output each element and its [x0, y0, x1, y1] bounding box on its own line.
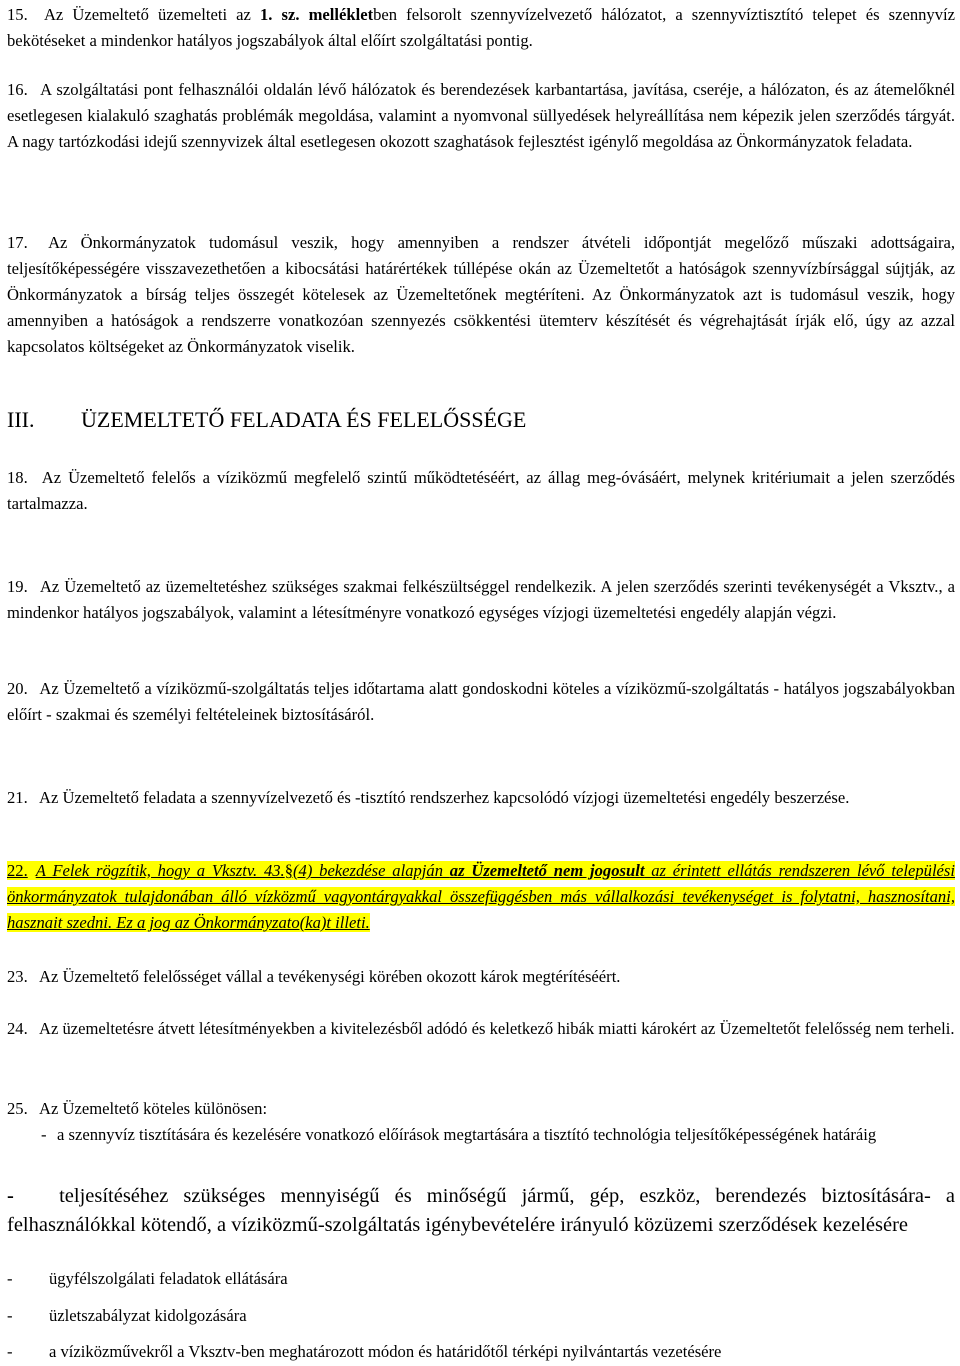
paragraph-20 [7, 676, 955, 728]
list-dash: - [7, 1342, 13, 1361]
paragraph-text: Az Üzemeltető köteles különösen: [38, 1099, 268, 1118]
list-item [7, 1266, 955, 1292]
list-dash: - [7, 1269, 13, 1288]
highlighted-passage [7, 861, 955, 932]
paragraph-text: Az Üzemeltető az üzemeltetéshez szükséges szakmai felkészültséggel rendelkezik. A jelen szerződés szerinti tevékenységét a Vksztv., a mindenkor hatályos jogszabályok, valamint a létesítményre vonatkozó egységes vízjogi üzemeltetési engedély alapján végzi. [7, 577, 955, 622]
paragraph-text: A Felek rögzítik, hogy a Vksztv. 43. [35, 861, 285, 880]
paragraph-number: 17. [7, 233, 28, 252]
paragraph-number: 24. [7, 1019, 28, 1038]
list-dash: - [7, 1306, 13, 1325]
paragraph-number: 21. [7, 788, 28, 807]
paragraph-text: (4) bekezdése alapján [293, 861, 450, 880]
list-item-large [7, 1182, 955, 1240]
list-item-text: teljesítéséhez szükséges mennyiségű és minőségű jármű, gép, eszköz, berendezés biztosítására- a felhasználókkal kötendő, a víziközmű-szolgáltatás igénybevételére irányuló közüzemi szerződések kezelésére [7, 1185, 956, 1236]
paragraph-number: 15. [7, 5, 28, 24]
list-item [7, 1122, 955, 1148]
paragraph-number: 23. [7, 967, 28, 986]
paragraph-15 [7, 2, 955, 54]
list-item [7, 1339, 955, 1365]
paragraph-number: 20. [7, 679, 28, 698]
paragraph-text: Az Üzemeltető feladata a szennyvízelvezető és -tisztító rendszerhez kapcsolódó vízjogi üzemeltetési engedély beszerzése. [38, 788, 850, 807]
list-dash: - [41, 1125, 47, 1144]
list-item-text: a víziközművekről a Vksztv-ben meghatározott módon és határidőtől térképi nyilvántartás vezetésére [49, 1342, 722, 1361]
list-dash: - [7, 1185, 14, 1207]
paragraph-21 [7, 785, 955, 811]
section-title: ÜZEMELTETŐ FELADATA ÉS FELELŐSSÉGE [81, 407, 527, 432]
section-heading [7, 405, 955, 435]
paragraph-text: A szolgáltatási pont felhasználói oldalán lévő hálózatok és berendezések karbantartása, javítása, cseréje, a hálózaton, és az átemelőknél esetlegesen kialakuló szaghatás problémák megoldása, valamint a nyomvonal süllyedések helyreállítása nem képezik jelen szerződés tárgyát. A nagy tartózkodási idejű szennyvizek által esetlegesen okozott szaghatások fejlesztést igénylő megoldása az Önkormányzatok feladata. [7, 80, 956, 151]
paragraph-16 [7, 77, 955, 155]
paragraph-number: 19. [7, 577, 28, 596]
list-item-text: üzletszabályzat kidolgozására [49, 1306, 247, 1325]
paragraph-22 [7, 858, 955, 936]
section-number: III. [7, 407, 35, 432]
paragraph-19 [7, 574, 955, 626]
list-item-text: ügyfélszolgálati feladatok ellátására [49, 1269, 288, 1288]
paragraph-text: Az Önkormányzatok tudomásul veszik, hogy amennyiben a rendszer átvételi időpontját megelőző műszaki adottságaira, teljesítőképességére visszavezethetően a kibocsátási határértékek túllépése okán az Üzemeltetőt a hatóságok szennyvízbírsággal sújtják, az Önkormányzatok a bírság teljes összegét kötelesek az Üzemeltetőnek megtéríteni. Az Önkormányzatok azt is tudomásul veszik, hogy amennyiben a hatóságok a rendszerre vonatkozóan szennyezés csökkentési ütemterv készítését és végrehajtását írják elő, úgy az azzal kapcsolatos költségeket az Önkormányzatok viselik. [7, 233, 955, 356]
paragraph-number: 22. [7, 861, 28, 880]
list-item [7, 1303, 955, 1329]
paragraph-24 [7, 1016, 955, 1042]
paragraph-text: az érintett ellátás rendszeren lévő települési önkormányzatok tulajdonában álló vízközmű vagyontárgyakkal összefüggésben más vállalkozási tevékenységet is folytatni, hasznosítani, hasznait szedni. Ez a jog az Önkormányzato(ka)t illeti. [7, 861, 955, 932]
paragraph-text: ben felsorolt szennyvízelvezető hálózatot, a szennyvíztisztító telepet és szennyvíz bekötéseket a mindenkor hatályos jogszabályok által előírt szolgáltatási pontig. [7, 5, 956, 50]
paragraph-25 [7, 1096, 955, 1148]
paragraph-text: Az Üzemeltető a víziközmű-szolgáltatás teljes időtartama alatt gondoskodni köteles a víziközmű-szolgáltatás - hatályos jogszabályokban előírt - szakmai és személyi feltételeinek biztosításáról. [7, 679, 955, 724]
paragraph-23 [7, 964, 955, 990]
paragraph-number: 18. [7, 468, 28, 487]
paragraph-18 [7, 465, 955, 517]
paragraph-bold-text: az Üzemeltető nem jogosult [449, 861, 645, 880]
paragraph-17 [7, 230, 955, 360]
section-sign: § [284, 861, 293, 880]
paragraph-text: Az Üzemeltető felelős a víziközmű megfelelő szintű működtetéséért, az állag meg-óvásáért, melynek kritériumait a jelen szerződés tartalmazza. [7, 468, 955, 513]
paragraph-text: Az Üzemeltető felelősséget vállal a tevékenységi körében okozott károk megtérítéséért. [38, 967, 621, 986]
paragraph-text: Az Üzemeltető üzemelteti az [43, 5, 260, 24]
paragraph-number: 16. [7, 80, 28, 99]
paragraph-text: Az üzemeltetésre átvett létesítményekben a kivitelezésből adódó és keletkező hibák miatti károkért az Üzemeltetőt felelősség nem terheli. [38, 1019, 955, 1038]
list-item-text: a szennyvíz tisztítására és kezelésére vonatkozó előírások megtartására a tisztító technológia teljesítőképességének határáig [57, 1125, 877, 1144]
paragraph-number: 25. [7, 1099, 28, 1118]
paragraph-bold-text: 1. sz. melléklet [259, 5, 374, 24]
